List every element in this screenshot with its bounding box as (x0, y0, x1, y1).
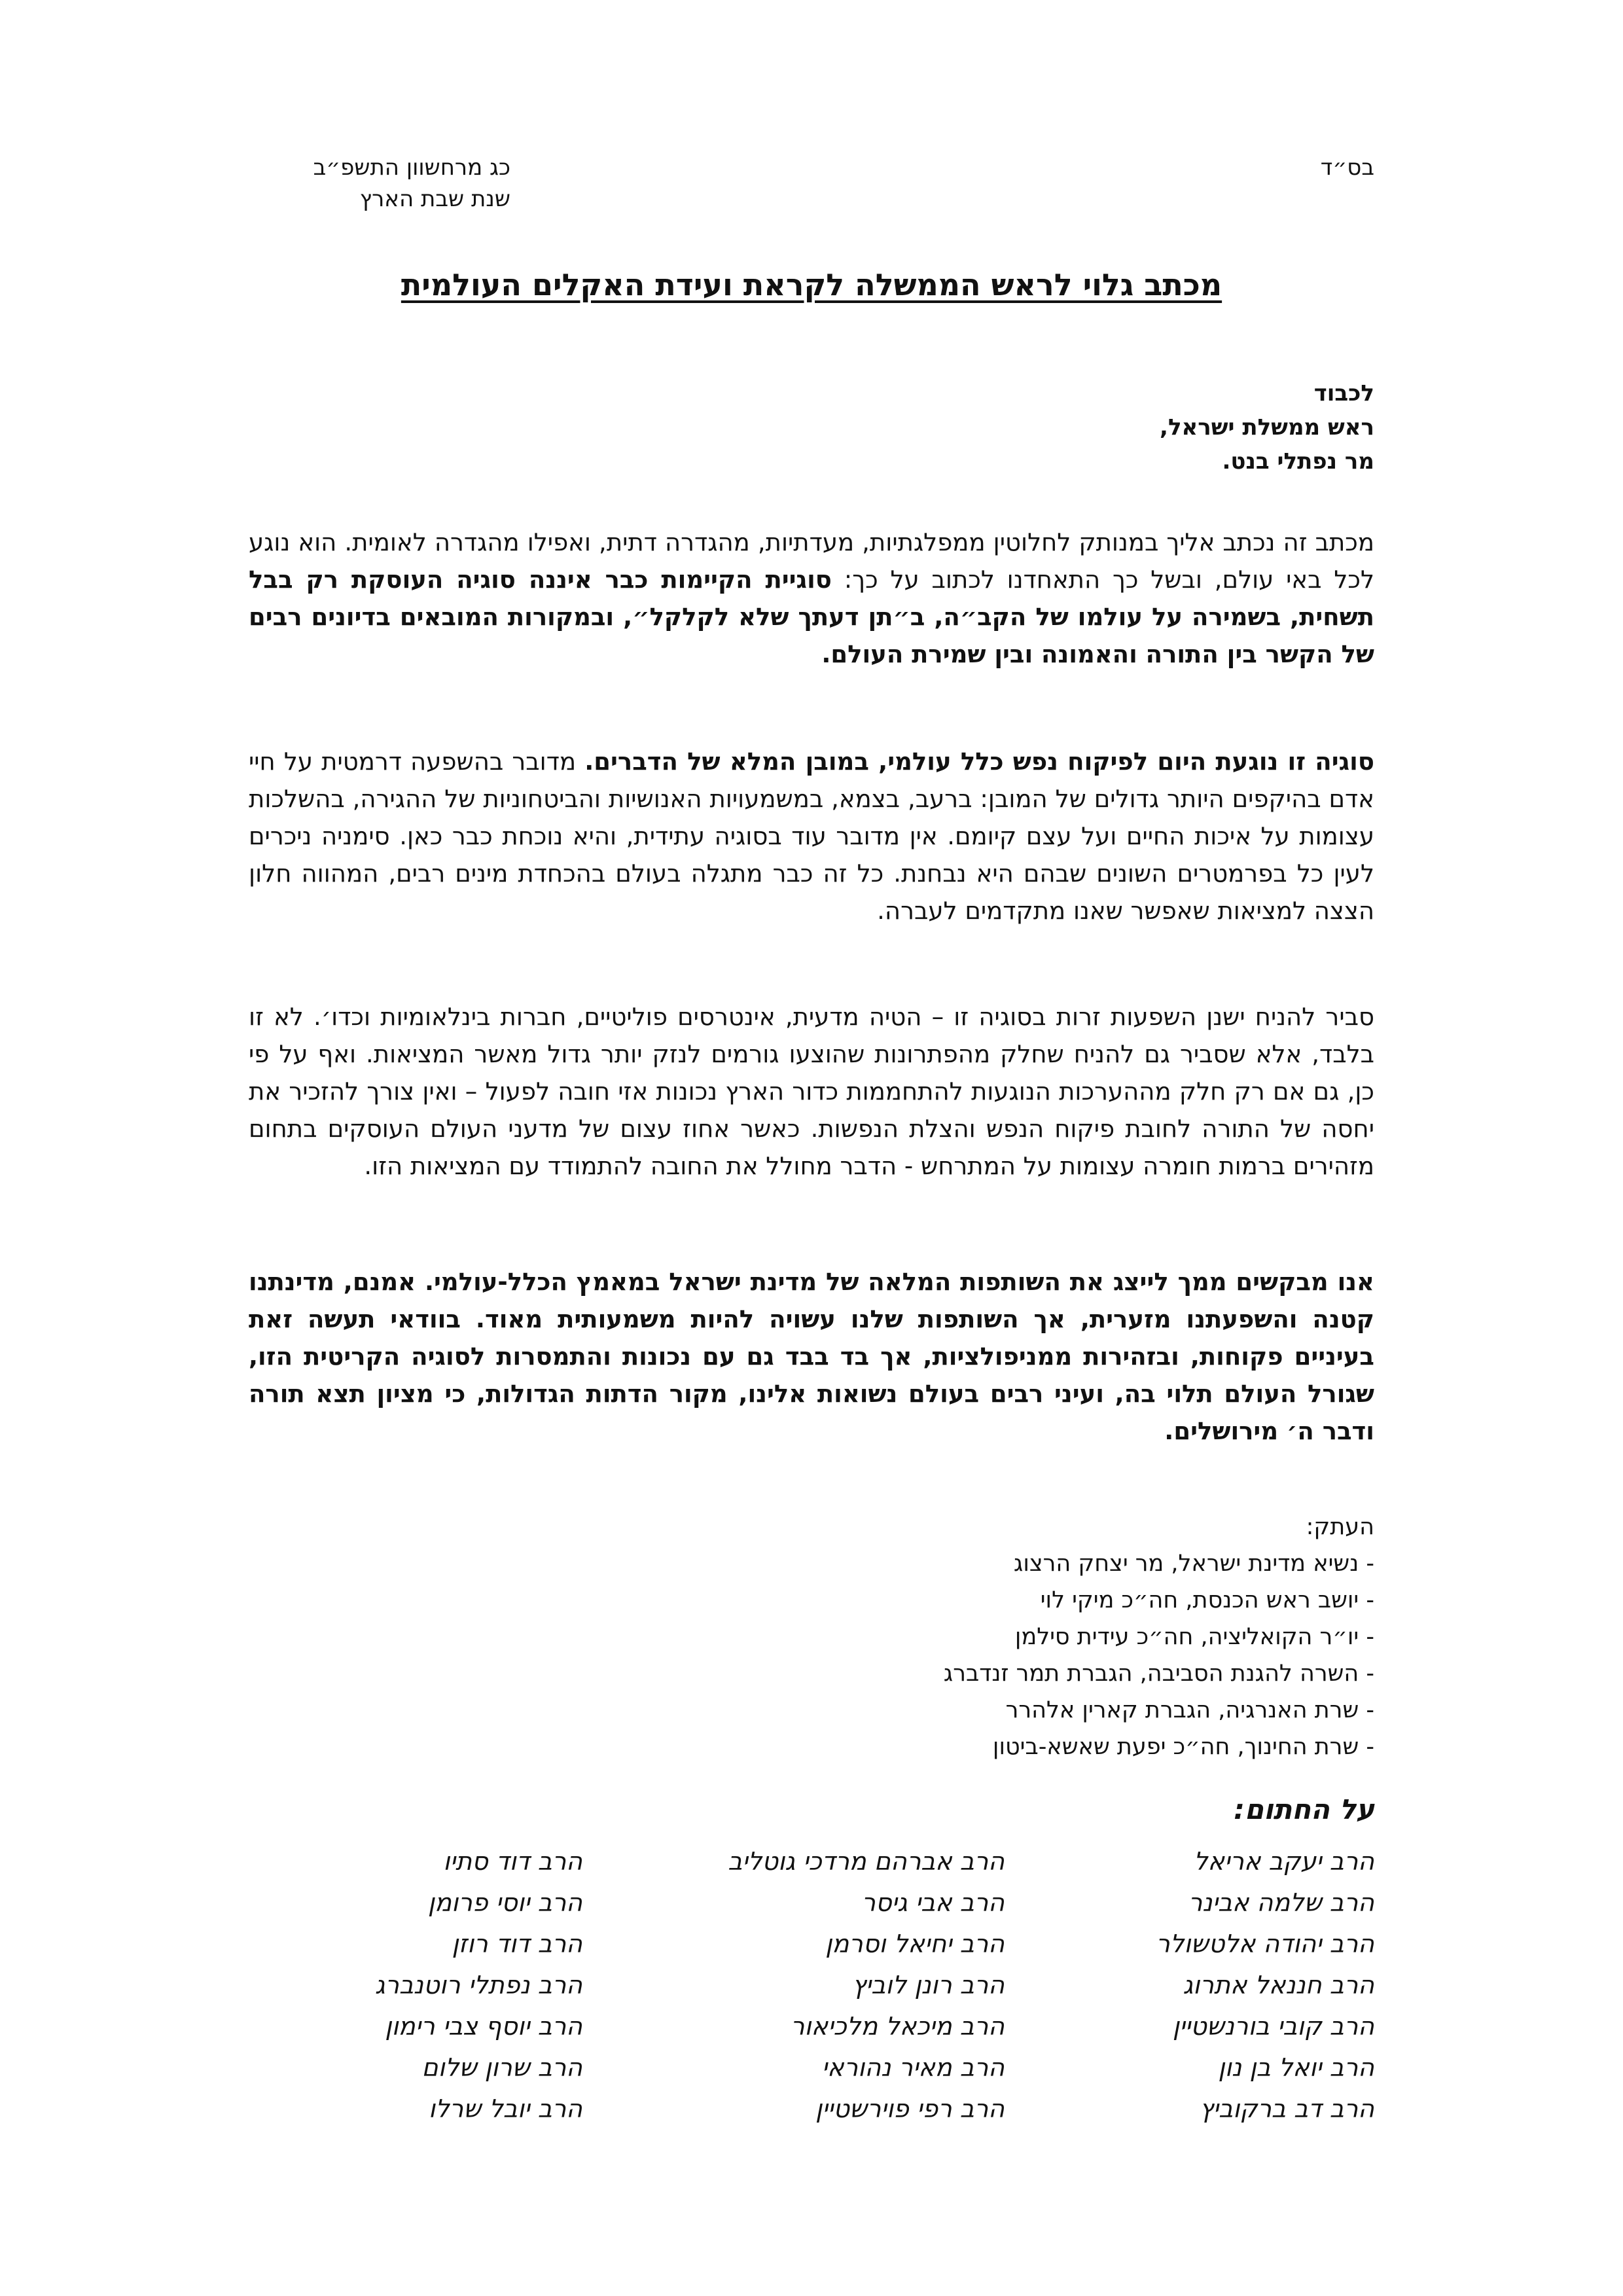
signatory: הרב יוסי פרומן (427, 1888, 582, 1917)
date-block (249, 152, 510, 215)
paragraph-4-body: אנו מבקשים ממך לייצג את השותפות המלאה של מדינת ישראל במאמץ הכלל-עולמי. אמנם, מדינתנו קטנה והשפעתנו מזערית, אך השותפות שלנו עשויה להיות משמעותית מאוד. בוודאי תעשה זאת בעיניים פקוחות, ובזהירות ממניפולציות, אך בד בבד גם עם נכונות והתמסרות לסוגיה הקריטית הזו, שגורל העולם תלוי בה, ועיני רבים בעולם נשואות אלינו, מקור הדתות הגדולות, כי מציון תצא תורה ודבר ה׳ מירושלים. (249, 1268, 1374, 1445)
copy-item: - השרה להגנת הסביבה, הגברת תמר זנדברג (943, 1660, 1374, 1687)
signatory: הרב שלמה אבינר (1188, 1888, 1374, 1917)
signatory: הרב רפי פוירשטיין (815, 2094, 1005, 2123)
signatory: הרב יוסף צבי רימון (385, 2012, 582, 2041)
shmita-year: שנת שבת הארץ (359, 186, 510, 212)
hebrew-date: כג מרחשוון התשפ״ב (313, 154, 510, 181)
signatory: הרב חננאל אתרוג (1183, 1971, 1374, 2000)
signatures-column-2 (690, 1841, 1005, 2130)
bsd-mark: בס״ד (1320, 154, 1374, 181)
signatory: הרב שרון שלום (421, 2053, 582, 2082)
copy-item: - שרת החינוך, חה״כ יפעת שאשא-ביטון (992, 1734, 1374, 1760)
copy-item: - נשיא מדינת ישראל, מר יצחק הרצוג (1013, 1551, 1374, 1577)
addressee-line-1: לכבוד (1313, 380, 1374, 406)
signatory: הרב דוד רוזן (452, 1929, 582, 1958)
signatory: הרב אברהם מרדכי גוטליב (728, 1847, 1005, 1876)
copy-label: העתק: (1306, 1514, 1374, 1540)
letter-title: מכתב גלוי לראש הממשלה לקראת ועידת האקלים העולמית (401, 267, 1222, 302)
paragraph-4 (249, 1263, 1374, 1450)
signatory: הרב יעקב אריאל (1194, 1847, 1374, 1876)
signatory: הרב מאיר נהוראי (821, 2053, 1005, 2082)
signatory: הרב יואל בן נון (1218, 2053, 1374, 2082)
signatory: הרב קובי בורנשטיין (1172, 2012, 1374, 2041)
signatory: הרב רונן לוביץ (852, 1971, 1005, 2000)
paragraph-2 (249, 743, 1374, 929)
addressee-line-3: מר נפתלי בנט. (1222, 448, 1374, 475)
copy-list (844, 1509, 1374, 1765)
copy-item: - יושב ראש הכנסת, חה״כ מיקי לוי (1040, 1587, 1374, 1613)
addressee (1160, 376, 1374, 478)
signatory: הרב נפתלי רוטנברג (374, 1971, 582, 2000)
copy-item: - שרת האנרגיה, הגברת קארין אלהרר (1005, 1697, 1374, 1723)
signatory: הרב דוד סתיו (443, 1847, 582, 1876)
paragraph-3 (249, 998, 1374, 1185)
signatory: הרב יחיאל וסרמן (825, 1929, 1005, 1958)
paragraph-2-body: מדובר בהשפעה דרמטית על חיי אדם בהיקפים היותר גדולים של המובן: ברעב, בצמא, במשמעויות האנושיות והביטחוניות של ההגירה, בהשלכות עצומות על איכות החיים ועל עצם קיומם. אין מדובר עוד בסוגיה עתידית, והיא נוכחת כבר כאן. סימניה ניכרים לעין כל בפרמטרים השונים שבהם היא נבחנת. כל זה כבר מתגלה בעולם בהכחדת מינים רבים, המהווה חלון הצצה למציאות שאפשר שאנו מתקדמים לעברה. (249, 747, 1374, 925)
paragraph-1 (249, 524, 1374, 673)
signatory: הרב יהודה אלטשולר (1156, 1929, 1374, 1958)
paragraph-2-bold: סוגיה זו נוגעת היום לפיקוח נפש כלל עולמי, במובן המלא של הדברים. (584, 747, 1374, 776)
signatory: הרב אבי גיסר (861, 1888, 1005, 1917)
copy-item: - יו״ר הקואליציה, חה״כ עידית סילמן (1014, 1624, 1374, 1650)
signatory: הרב יובל שרלו (428, 2094, 582, 2123)
paragraph-1-bold: סוגיית הקיימות כבר איננה סוגיה העוסקת רק בבל תשחית, בשמירה על עולמו של הקב״ה, ב״תן דעתך שלא לקלקל״, ובמקורות המובאים בדיונים רבים של הקשר בין התורה והאמונה ובין שמירת העולם. (249, 565, 1374, 668)
signatory: הרב דב ברקוביץ (1200, 2094, 1374, 2123)
addressee-line-2: ראש ממשלת ישראל, (1160, 414, 1374, 440)
signatory: הרב מיכאל מלכיאור (790, 2012, 1005, 2041)
paragraph-1-intro: מכתב זה נכתב אליך במנותק לחלוטין ממפלגתיות, מעדתיות, מהגדרה דתית, ואפילו מהגדרה לאומית. הוא נוגע לכל באי עולם, ובשל כך התאחדנו לכתוב על כך: (249, 528, 1374, 594)
signatures-column-3 (268, 1841, 582, 2130)
signatures-heading: על החתום: (1234, 1793, 1374, 1825)
signatures-column-1 (1060, 1841, 1374, 2130)
paragraph-3-body: סביר להניח ישנן השפעות זרות בסוגיה זו – הטיה מדעית, אינטרסים פוליטיים, חברות בינלאומיות וכדו׳. לא זו בלבד, אלא שסביר גם להניח שחלק מהפתרונות שהוצעו גורמים לנזק יותר גדול מאשר המציאות. ואף על פי כן, גם אם רק חלק מההערכות הנוגעות להתחממות כדור הארץ נכונות אזי חובה לפעול – ואין צורך להזכיר את יחסה של התורה לחובת פיקוח הנפש והצלת הנפשות. כאשר אחוז עצום של מדעני העולם העוסקים בתחום מזהירים ברמות חומרה עצומות על המתרחש - הדבר מחולל את החובה להתמודד עם המציאות הזו. (249, 1003, 1374, 1180)
